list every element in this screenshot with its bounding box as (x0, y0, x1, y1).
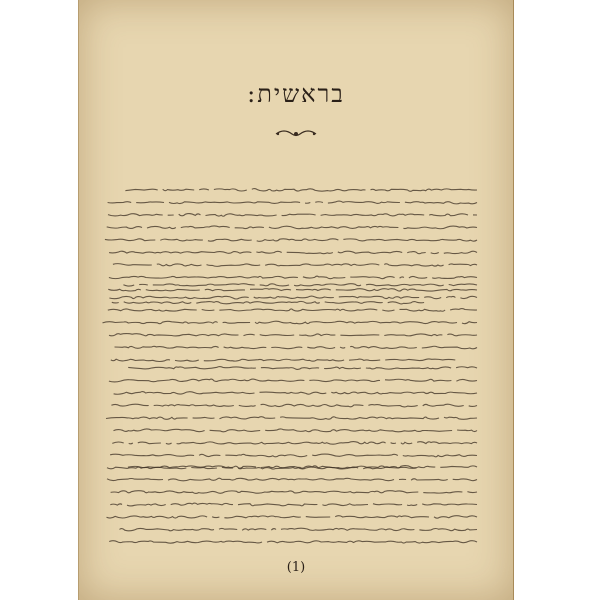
handwritten-body-text (79, 0, 513, 600)
script-line-18 (128, 367, 477, 370)
script-line-25 (110, 454, 477, 457)
script-line-7 (113, 264, 477, 267)
script-line-12 (109, 296, 477, 299)
script-line-11 (123, 284, 477, 286)
script-line-31 (102, 516, 478, 518)
script-line-28 (107, 478, 477, 481)
script-line-16 (115, 346, 478, 349)
script-line-5 (105, 239, 477, 242)
script-line-23 (109, 429, 478, 432)
script-line-22 (106, 417, 477, 420)
script-line-33 (109, 541, 477, 543)
chapter-heading: בראשית: (247, 80, 345, 108)
script-line-20 (114, 392, 477, 395)
script-line-15 (104, 334, 477, 336)
script-line-3 (108, 214, 477, 217)
script-line-10 (112, 301, 424, 304)
script-line-21 (106, 404, 477, 407)
script-line-2 (103, 201, 477, 204)
script-line-30 (110, 503, 477, 506)
script-line-32 (115, 528, 478, 531)
script-line-13 (108, 309, 477, 312)
script-line-14 (103, 321, 478, 324)
script-line-1 (125, 189, 477, 192)
script-line-27 (128, 466, 477, 469)
script-line-6 (104, 251, 477, 253)
script-line-29 (111, 491, 477, 494)
script-line-17 (111, 359, 456, 362)
script-line-24 (112, 442, 477, 445)
page-number: (1) (286, 560, 306, 575)
script-line-19 (104, 379, 477, 382)
script-line-4 (107, 226, 477, 229)
script-line-9 (108, 289, 477, 291)
script-line-8 (109, 276, 477, 279)
scanned-page (78, 0, 514, 600)
